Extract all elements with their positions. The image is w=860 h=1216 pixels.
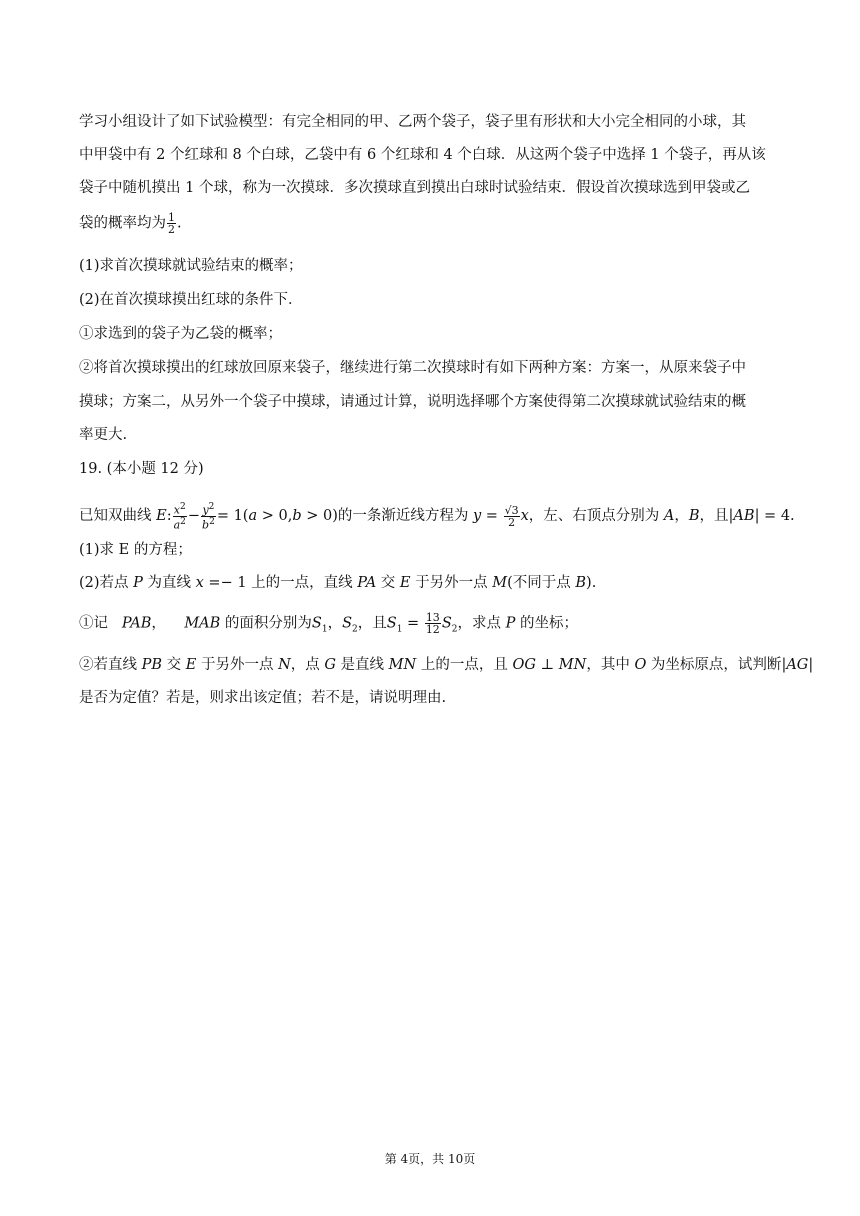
p19-question-2-2-line-1: ②若直线 PB 交 E 于另外一点 N，点 G 是直线 MN 上的一点，且 OG ⊥ MN，其中 O 为坐标原点，试判断|AG| — [79, 657, 814, 673]
p19-question-2: (2)若点 P 为直线 x =− 1 上的一点，直线 PA 交 E 于另外一点 M(不同于点 B). — [79, 575, 597, 591]
p18-question-2-2-line-2: 摸球；方案二，从另外一个袋子中摸球，请通过计算，说明选择哪个方案使得第二次摸球就试验结束的概 — [79, 394, 746, 410]
p19-question-2-2-line-2: 是否为定值？若是，则求出该定值；若不是，请说明理由. — [79, 690, 447, 706]
p18-question-2-2-line-1: ②将首次摸球摸出的红球放回原来袋子，继续进行第二次摸球时有如下两种方案：方案一，从原来袋子中 — [79, 360, 746, 376]
fraction-one-half: $\frac{1}{2}$ — [168, 211, 175, 236]
p19-question-1: (1)求 E 的方程； — [79, 542, 192, 558]
p18-question-2: (2)在首次摸球摸出红球的条件下． — [79, 292, 303, 308]
p18-question-1: (1)求首次摸球就试验结束的概率； — [79, 258, 303, 274]
p18-question-2-2-line-3: 率更大. — [79, 427, 128, 443]
p18-question-2-1: ①求选到的袋子为乙袋的概率； — [79, 326, 282, 342]
p18-intro-line-2: 中甲袋中有 2 个红球和 8 个白球，乙袋中有 6 个红球和 4 个白球．从这两个袋子中选择 1 个袋子，再从该 — [79, 147, 766, 163]
p19-statement: 已知双曲线 E: $\frac{x^2}{a^2}$ − $\frac{y^2}{b^2}$ = 1(a > 0,b > 0)的一条渐近线方程为 y = $\frac{√3}{2}$ x，左、右顶点分别为 A，B，且|AB| = 4. — [79, 502, 795, 532]
p18-intro-line-3: 袋子中随机摸出 1 个球，称为一次摸球．多次摸球直到摸出白球时试验结束．假设首次摸球选到甲袋或乙 — [79, 180, 750, 196]
p18-intro-line-4: 袋的概率均为 $\frac{1}{2}$ . — [79, 211, 182, 236]
p18-intro-line-4-prefix: 袋的概率均为 — [79, 215, 166, 232]
p19-header: 19. (本小题 12 分) — [79, 461, 204, 477]
p19-question-2-1: ①记 PAB， MAB 的面积分别为$S_1$，$S_2$，且$S_1$ = $\frac{13}{12}$ $S_2$，求点 P 的坐标； — [79, 611, 578, 636]
page-footer: 第 4页，共 10页 — [384, 1152, 476, 1166]
p18-intro-line-1: 学习小组设计了如下试验模型：有完全相同的甲、乙两个袋子，袋子里有形状和大小完全相同的小球，其 — [79, 114, 746, 130]
